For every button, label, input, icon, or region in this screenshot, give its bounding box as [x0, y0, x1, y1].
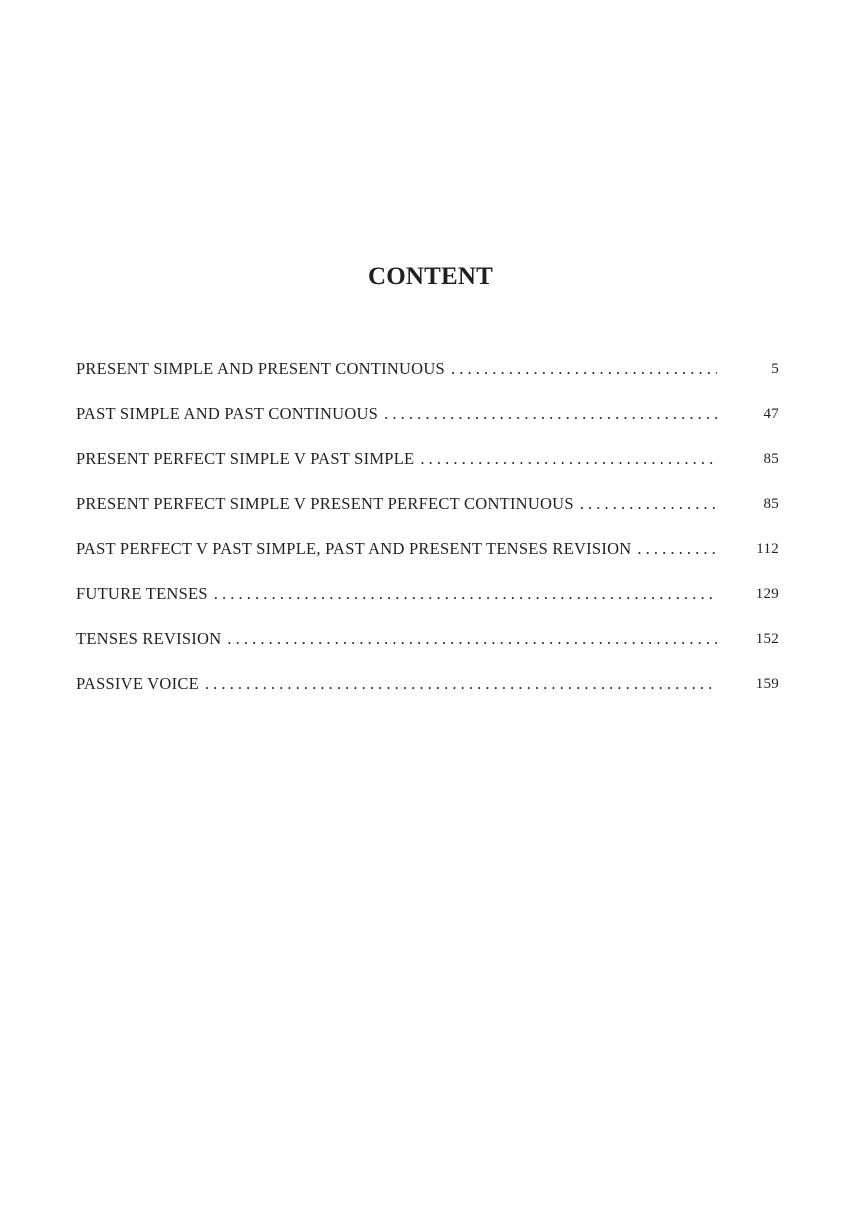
dot-leader: [631, 538, 721, 560]
dot-leader: [378, 403, 721, 425]
toc-entry-page-number: 159: [755, 676, 779, 692]
toc-entry[interactable]: [76, 403, 779, 448]
dot-leader: [221, 628, 721, 650]
toc-entry[interactable]: [76, 358, 779, 403]
toc-entry[interactable]: [76, 583, 779, 628]
toc-entry-page-number: 112: [756, 541, 779, 557]
toc-entry[interactable]: [76, 538, 779, 583]
toc-entry[interactable]: [76, 673, 779, 718]
dot-leader: [208, 583, 721, 605]
toc-entry-title: PRESENT PERFECT SIMPLE V PAST SIMPLE: [76, 449, 415, 468]
toc-entry-page-number: 129: [755, 586, 779, 602]
toc-entry-page-number: 85: [763, 496, 779, 512]
toc-entry-title: PAST SIMPLE AND PAST CONTINUOUS: [76, 404, 379, 423]
toc-entry-title: PAST PERFECT V PAST SIMPLE, PAST AND PRESENT TENSES REVISION: [76, 539, 632, 558]
toc-entry-page-number: 152: [755, 631, 779, 647]
toc-entry-title: PRESENT PERFECT SIMPLE V PRESENT PERFECT CONTINUOUS: [76, 494, 574, 513]
toc-entry-title: TENSES REVISION: [76, 629, 222, 648]
toc-entry[interactable]: [76, 628, 779, 673]
toc-entry-page-number: 5: [771, 361, 779, 377]
page-title: CONTENT: [367, 263, 494, 290]
table-of-contents: [76, 358, 779, 718]
dot-leader: [414, 448, 721, 470]
toc-entry[interactable]: [76, 448, 779, 493]
toc-entry-page-number: 85: [763, 451, 779, 467]
toc-entry-title: PASSIVE VOICE: [76, 674, 199, 693]
dot-leader: [445, 358, 721, 380]
dot-leader: [199, 673, 721, 695]
dot-leader: [574, 493, 721, 515]
toc-entry-title: PRESENT SIMPLE AND PRESENT CONTINUOUS: [76, 359, 445, 378]
toc-entry[interactable]: [76, 493, 779, 538]
toc-entry-title: FUTURE TENSES: [76, 584, 208, 603]
toc-entry-page-number: 47: [763, 406, 779, 422]
